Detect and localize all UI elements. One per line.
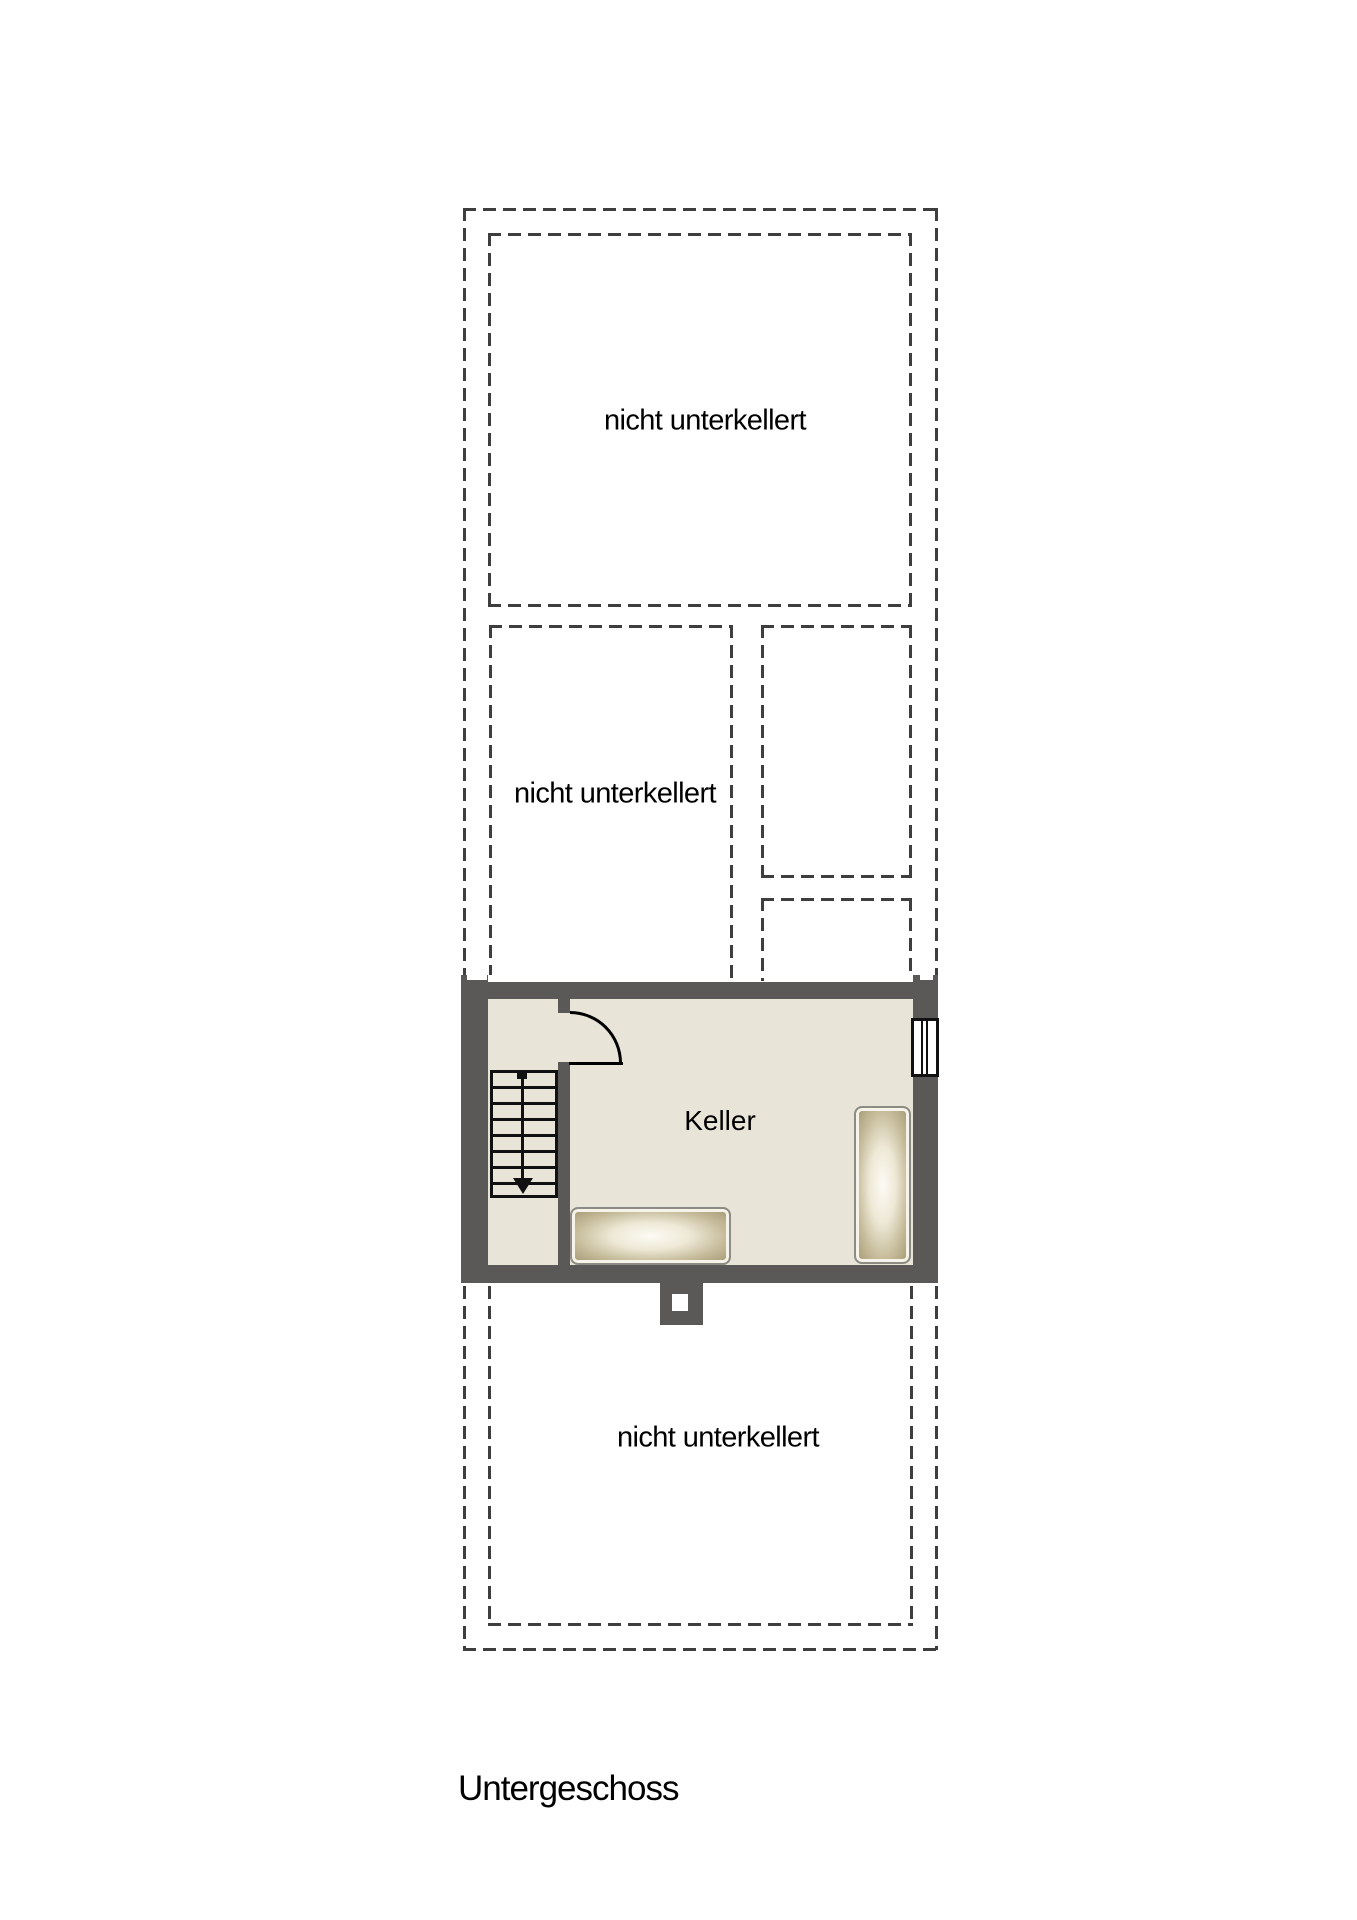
dashed-line	[463, 208, 937, 211]
window-glazing-line	[926, 1021, 928, 1074]
furniture-bench-bottom	[570, 1207, 731, 1265]
dashed-line	[463, 208, 466, 975]
dashed-line	[909, 625, 912, 878]
dashed-line	[488, 604, 912, 607]
room-label-keller: Keller	[684, 1105, 756, 1136]
furniture-shelf-right	[854, 1106, 911, 1264]
stair-direction-line	[521, 1073, 524, 1183]
stair-tread-line	[493, 1086, 555, 1089]
stair-direction-start-marker	[517, 1071, 527, 1079]
dashed-line	[909, 233, 912, 607]
dashed-line	[489, 625, 733, 628]
wall-bottom	[461, 1265, 938, 1283]
dashed-line	[761, 898, 764, 981]
dashed-line	[909, 898, 912, 975]
dashed-line	[463, 1286, 466, 1650]
stair-down-arrow-icon	[513, 1178, 533, 1194]
window-icon	[911, 1018, 939, 1077]
dashed-line	[910, 1286, 913, 1626]
wall-top	[461, 982, 938, 999]
stairs-icon	[490, 1070, 558, 1198]
area-label-bottom: nicht unterkellert	[617, 1421, 819, 1454]
stair-tread-line	[493, 1118, 555, 1121]
plan-title: Untergeschoss	[458, 1769, 679, 1808]
window-glazing-line	[921, 1021, 923, 1074]
dashed-line	[488, 1286, 491, 1626]
dashed-line	[488, 233, 491, 607]
dashed-line	[935, 1286, 938, 1650]
wall-notch-top-left	[467, 975, 487, 980]
wall-left	[461, 982, 488, 1283]
dashed-line	[463, 1648, 938, 1651]
dashed-line	[488, 1623, 913, 1626]
stair-tread-line	[493, 1134, 555, 1137]
dashed-line	[489, 625, 492, 975]
area-label-middle: nicht unterkellert	[514, 777, 716, 810]
dashed-line	[761, 875, 912, 878]
dashed-line	[488, 233, 912, 236]
chimney-icon	[660, 1283, 703, 1325]
stair-tread-line	[493, 1150, 555, 1153]
stair-tread-line	[493, 1166, 555, 1169]
dashed-line	[730, 625, 733, 981]
area-label-top: nicht unterkellert	[604, 404, 806, 437]
chimney-flue-hole	[672, 1294, 688, 1311]
wall-notch-top-right	[920, 975, 933, 980]
dashed-line	[935, 208, 938, 975]
dashed-line	[761, 625, 912, 628]
dashed-line	[761, 898, 912, 901]
dashed-line	[761, 625, 764, 878]
stair-tread-line	[493, 1102, 555, 1105]
wall-partition-lower	[558, 1062, 570, 1265]
wall-partition-upper	[558, 999, 570, 1013]
